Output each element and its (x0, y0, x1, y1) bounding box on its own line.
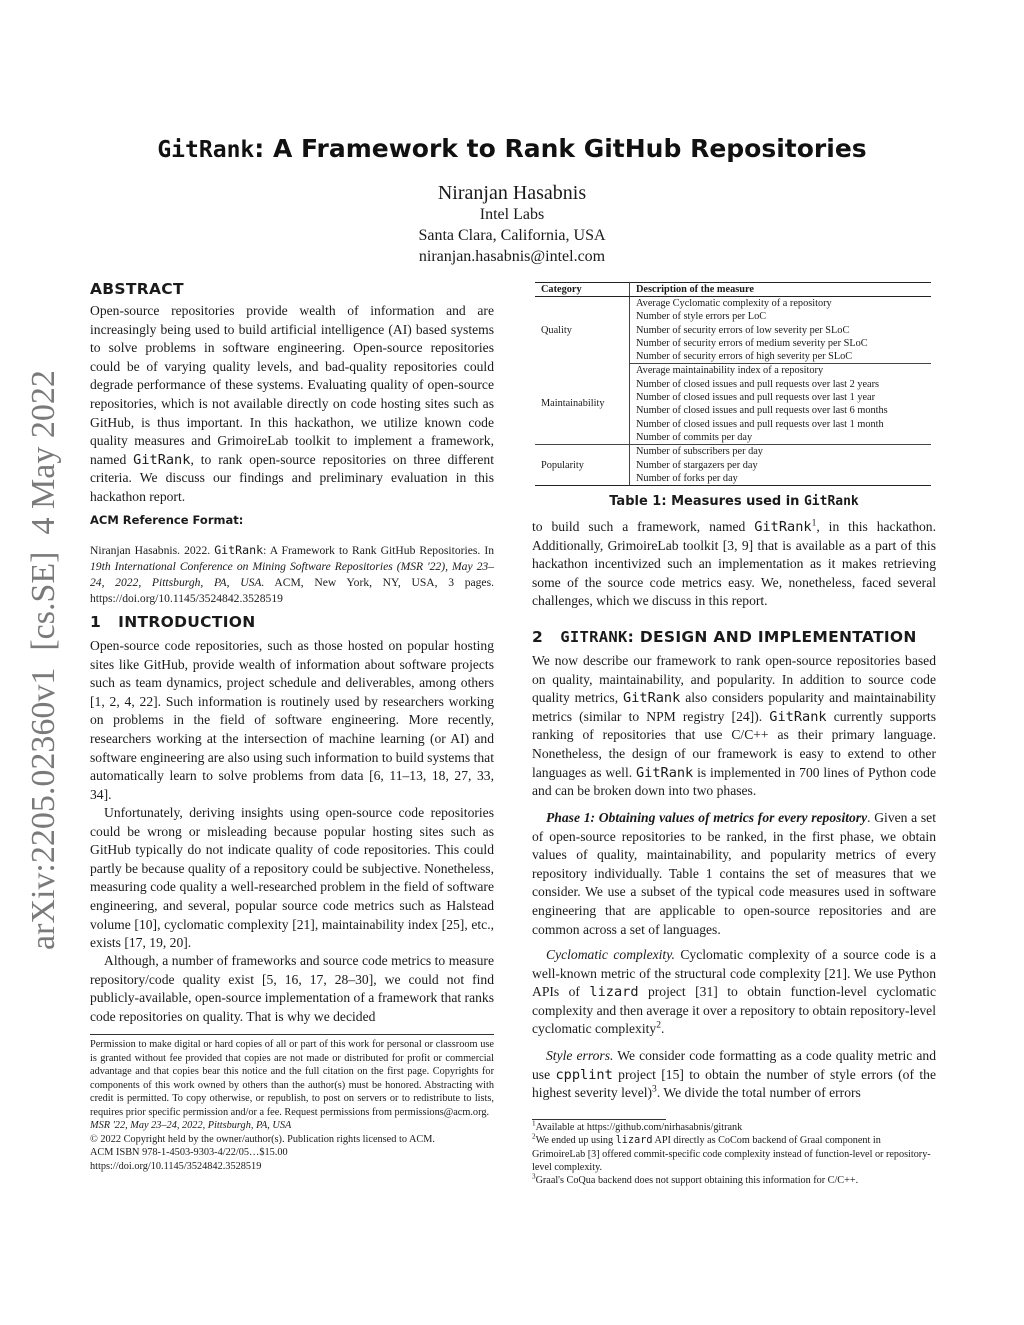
rp4-b: project [31] to obtain function-level cyclomatic complexity and then average it over a repository to obtain repository-level cyclomatic complexity (532, 984, 936, 1037)
footnote-2-number: 2 (532, 1132, 536, 1141)
abstract-part-b: , to rank open-source repositories on three different criteria. We discuss our findings and preliminary evaluation in this hackathon report. (90, 451, 495, 504)
table-caption-text: Table 1: Measures used in (609, 494, 804, 509)
table-cell: Number of commits per day (630, 431, 932, 445)
table-cell: Number of closed issues and pull requests over last 2 years (636, 378, 880, 390)
footnotes (532, 1121, 936, 1187)
acm-ref-venue: 19th International Conference on Mining Software Repositories (MSR '22), May 23–24, 2022, Pittsburgh, PA, USA. (90, 559, 494, 589)
footnote-2-lizard: lizard (615, 1135, 653, 1147)
table-cell: Number of closed issues and pull requests over last 6 months (636, 405, 888, 417)
author-name: Niranjan Hasabnis (437, 182, 587, 204)
table-cell: Number of security errors of low severity per SLoC (636, 324, 850, 336)
right-paragraph-2 (532, 652, 936, 801)
right-paragraph-5 (532, 1047, 936, 1103)
permission-copyright: © 2022 Copyright held by the owner/author(s). Publication rights licensed to ACM. (90, 1133, 436, 1145)
table-cell: Number of stargazers per day (636, 459, 758, 471)
intro-paragraph-2: Unfortunately, deriving insights using open-source code repositories could be wrong or misleading because popular hosting sites such as GitHub typically do not indicate quality of code repositories. This could partly be because quality of a repository could be subjective. Nonetheless, measuring code quality a well-researched problem in the field of software engineering, and several, popular source code metrics such as Halstead volume [10], cyclomatic complexity [21], maintainability index [25], etc., exists [17, 19, 20]. (90, 805, 494, 951)
acm-reference-heading: ACM Reference Format: (90, 513, 244, 527)
table-cell: Number of security errors of medium severity per SLoC (636, 337, 868, 349)
rp4-c: . (660, 1021, 665, 1037)
style-errors-lead: Style errors. (546, 1048, 614, 1063)
footnote-3-number: 3 (532, 1172, 536, 1181)
table-cell: Number of subscribers per day (636, 446, 763, 458)
abstract-gitrank: GitRank (133, 451, 191, 468)
rp5-cpplint: cpplint (555, 1066, 613, 1083)
rp2-gitrank-3: GitRank (635, 764, 694, 781)
rp1-b: , in this hackathon. Additionally, GrimoireLab toolkit [3, 9] that is available as a part of this hackathon incentivized such an implementation as it makes retrieving some of the source code metrics easy. We, nonetheless, faced several challenges, which we discuss in this report. (532, 519, 936, 609)
permission-conference: MSR '22, May 23–24, 2022, Pittsburgh, PA, USA (90, 1120, 292, 1131)
abstract-part-a: Open-source repositories provide wealth of information and are increasingly being used to build artificial intelligence (AI) based systems to solve problems in software engineering. Open-source repositories could be of varying quality levels, and bad-quality repositories could degrade performance of these systems. Evaluating quality of open-source repositories, which is not available directly on code hosting sites such as GitHub, is thus important. In this hackathon, we utilize known code quality measures and GrimoireLab toolkit to implement a framework, named (90, 303, 494, 467)
right-paragraph-3 (532, 809, 936, 939)
footnote-2-b: API directly as CoCom backend of Graal component in GrimoireLab [3] offered commit-specific code complexity instead of function-level or repository-level complexity. (532, 1135, 931, 1173)
author-location: Santa Clara, California, USA (418, 227, 606, 244)
intro-heading: 1 INTRODUCTION (90, 613, 256, 631)
arxiv-stamp (10, 340, 70, 960)
design-heading-gitrank: GITRANK (560, 628, 628, 646)
abstract-heading: ABSTRACT (90, 280, 184, 298)
table-caption-gitrank: GitRank (803, 494, 859, 509)
rp5-b: project [15] to obtain the number of style errors (of the highest severity level) (532, 1066, 936, 1101)
footnote-ref-1: 1 (811, 518, 817, 529)
footnote-1 (532, 1121, 936, 1134)
rp2-b: also considers popularity and maintainability metrics (similar to NPM registry [24]). (532, 690, 936, 724)
permission-notice (90, 1038, 494, 1173)
footnote-divider-right (532, 1119, 666, 1120)
rp5-c: . We divide the total number of errors (656, 1085, 861, 1101)
acm-ref-a: Niranjan Hasabnis. 2022. (90, 543, 215, 557)
table-category-quality: Quality (535, 297, 630, 364)
footnote-divider-left (90, 1034, 494, 1035)
footnote-3-text: Graal's CoQua backend does not support obtaining this information for C/C++. (535, 1175, 859, 1187)
rp1-gitrank: GitRank (754, 519, 812, 535)
table-row (535, 445, 931, 459)
table-category-maintainability: Maintainability (535, 364, 630, 445)
rp2-gitrank-1: GitRank (623, 690, 681, 707)
measures-table (535, 282, 931, 486)
table-category-popularity: Popularity (535, 445, 630, 486)
design-heading-rest: : DESIGN AND IMPLEMENTATION (627, 628, 917, 646)
intro-paragraph-1: Open-source code repositories, such as those hosted on popular hosting sites like GitHub, provide wealth of information about software projects such as team dynamics, project schedule and deliverables, among others [1, 2, 4, 22]. Such information is routinely used by researchers working on problems in the field of software engineering. More recently, researchers working at the intersection of machine learning (or AI) and software engineering are also using such information to build systems that automatically learn to solve problems from data [6, 11–13, 18, 27, 33, 34]. (90, 638, 494, 802)
footnote-1-number: 1 (532, 1119, 536, 1128)
permission-doi: https://doi.org/10.1145/3524842.3528519 (90, 1160, 262, 1172)
table-row (535, 364, 931, 378)
acm-ref-c: ACM, New York, NY, USA, 3 pages. https://doi.org/10.1145/3524842.3528519 (90, 575, 494, 605)
phase1-text: . Given a set of open-source repositories to be ranked, in the first phase, we obtain values of quality, maintainability, and popularity metrics of every repository individually. Table 1 contains the set of measures that we consider. We use a subset of the typical code measures used in software engineering that are applicable to open-source repositories and are common across a set of languages. (532, 810, 936, 937)
table-header-description: Description of the measure (630, 283, 932, 297)
right-paragraph-4 (532, 946, 936, 1039)
footnote-1-text: Available at https://github.com/nirhasabnis/gitrank (535, 1122, 743, 1133)
footnote-ref-3: 3 (652, 1084, 657, 1095)
abstract-text (90, 302, 494, 507)
title-rest: : A Framework to Rank GitHub Repositories (254, 134, 867, 163)
table-cell: Number of security errors of high severity per SLoC (630, 350, 932, 364)
table-cell: Number of forks per day (630, 472, 932, 486)
table-cell: Average maintainability index of a repository (636, 365, 824, 377)
author-email: niranjan.hasabnis@intel.com (418, 248, 606, 265)
table-header-category: Category (535, 283, 630, 297)
rp5-a: We consider code formatting as a code quality metric and use (532, 1048, 936, 1082)
intro-paragraph-3: Although, a number of frameworks and source code metrics to measure repository/code quality exist [5, 16, 17, 28–30], we could not find publicly-available, open-source implementation of a framework that ranks code repositories on quality. That is why we decided (90, 953, 494, 1024)
paper-title (0, 134, 1024, 163)
table-cell: Number of style errors per LoC (636, 311, 767, 323)
table-header-row (535, 283, 931, 297)
footnote-3 (532, 1174, 936, 1187)
acm-ref-b: : A Framework to Rank GitHub Repositories. In (263, 543, 494, 557)
table-row (535, 297, 931, 311)
rp4-lizard: lizard (589, 984, 639, 1001)
cyclomatic-lead: Cyclomatic complexity. (546, 947, 675, 962)
acm-ref-gitrank: GitRank (214, 542, 264, 557)
rp2-gitrank-2: GitRank (769, 708, 827, 725)
rp2-a: We now describe our framework to rank open-source repositories based on quality, maintainability, and popularity. In addition to source code quality metrics, (532, 653, 936, 706)
footnote-2-a: We ended up using (535, 1135, 616, 1147)
permission-isbn: ACM ISBN 978-1-4503-9303-4/22/05…$15.00 (90, 1147, 288, 1158)
phase1-lead: Phase 1: Obtaining values of metrics for every repository (546, 810, 868, 825)
rp2-c: currently supports ranking of repositories that use C/C++ as their primary language. Nonetheless, the design of our framework is easy to extend to other languages as well. (532, 708, 936, 780)
rp1-a: to build such a framework, named (532, 519, 755, 534)
table-cell: Number of closed issues and pull requests over last 1 year (636, 392, 876, 404)
title-gitrank: GitRank (157, 137, 255, 163)
acm-reference-text (90, 542, 494, 607)
footnote-2 (532, 1134, 936, 1174)
table-cell: Number of closed issues and pull requests over last 1 month (636, 418, 884, 430)
table-cell: Average Cyclomatic complexity of a repository (630, 297, 932, 311)
rp2-d: is implemented in 700 lines of Python code and can be broken down into two phases. (532, 764, 936, 799)
design-heading (532, 628, 917, 646)
design-heading-number: 2 (532, 628, 561, 646)
author-affiliation: Intel Labs (479, 206, 545, 223)
permission-text: Permission to make digital or hard copies of all or part of this work for personal or classroom use is granted without fee provided that copies are not made or distributed for profit or commercial advantage and that copies bear this notice and the full citation on the first page. Copyrights for components of this work owned by others than the author(s) must be honored. Abstracting with credit is permitted. To copy otherwise, or republish, to post on servers or to redistribute to lists, requires prior specific permission and/or a fee. Request permissions from permissions@acm.org. (90, 1039, 494, 1118)
right-paragraph-1 (532, 518, 936, 611)
arxiv-stamp-text: arXiv:2205.02360v1 [cs.SE] 4 May 2022 (25, 370, 62, 950)
footnote-ref-2: 2 (656, 1020, 661, 1031)
table-caption (532, 494, 936, 509)
rp4-a: Cyclomatic complexity of a source code is a well-known metric of the structural code complexity [21]. We use Python APIs of (532, 947, 937, 1000)
